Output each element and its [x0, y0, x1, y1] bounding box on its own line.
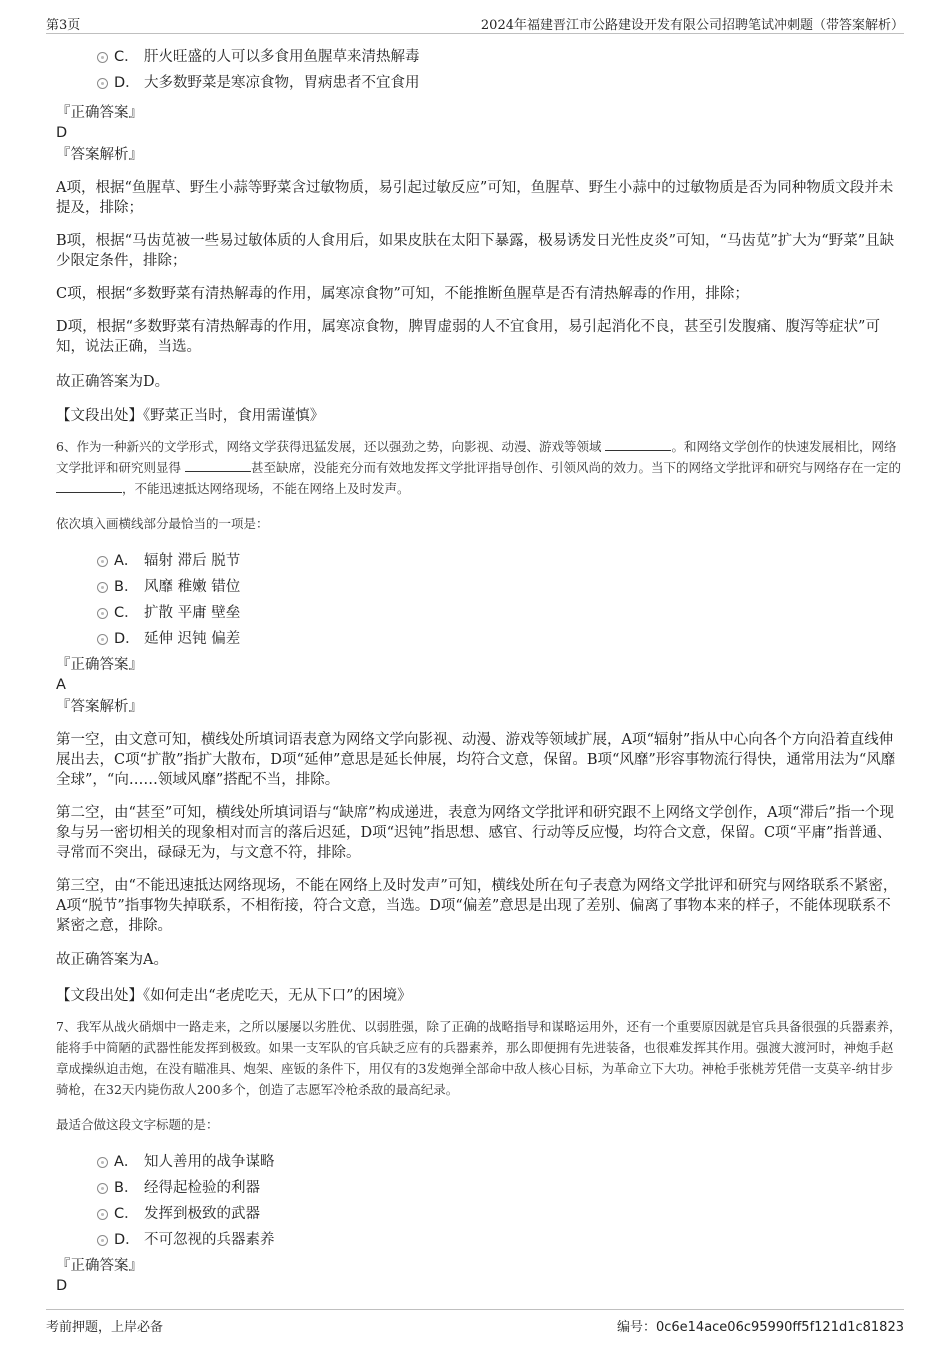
q6-stem: 6、作为一种新兴的文学形式，网络文学获得迅猛发展，还以强劲之势，向影视、动漫、游戏等领域 。和网络文学创作的快速发展相比，网络文学批评和研究则显得 甚至缺席，没能充分而有效地发挥文学批评指导创作、引领风尚的效力。当下的网络文学批评和研究与网络存在一定的 ，不能迅速抵达网络现场，不能在网络上及时发声。	[56, 439, 902, 496]
radio-icon[interactable]	[97, 608, 108, 619]
page-content	[56, 44, 904, 1295]
blank-line	[605, 437, 671, 451]
q5-analysis-b: B项，根据“马齿苋被一些易过敏体质的人食用后，如果皮肤在太阳下暴露，极易诱发日光性皮炎”可知，“马齿苋”扩大为“野菜”且缺少限定条件，排除；	[56, 233, 895, 269]
q6-analysis-3: 第三空，由“不能迅速抵达网络现场，不能在网络上及时发声”可知，横线处所在句子表意为网络文学批评和研究与网络联系不紧密，A项“脱节”指事物失掉联系，不相衔接，符合文意，当选。D项“偏差”意思是出现了差别、偏离了事物本来的样子，不能体现联系不紧密之意，排除。	[56, 878, 898, 934]
q7-stem: 7、我军从战火硝烟中一路走来，之所以屡屡以劣胜优、以弱胜强，除了正确的战略指导和谋略运用外，还有一个重要原因就是官兵具备很强的兵器素养，能将手中简陋的武器性能发挥到极致。如果一支军队的官兵缺乏应有的兵器素养，那么即便拥有先进装备，也很难发挥其作用。强渡大渡河时，神炮手赵章成操纵迫击炮，在没有瞄准具、炮架、座钣的条件下，用仅有的3发炮弹全部命中敌人核心目标，为革命立下大功。神枪手张桃芳凭借一支莫辛-纳甘步骑枪，在32天内毙伤敌人200多个，创造了志愿军冷枪杀敌的最高纪录。	[56, 1019, 902, 1097]
page-header	[46, 12, 904, 34]
q5-answer: D	[56, 125, 68, 141]
footer-slogan: 考前押题，上岸必备	[46, 1320, 164, 1335]
radio-icon[interactable]	[97, 1209, 108, 1220]
q7-option-d[interactable]: D． 不可忽视的兵器素养	[56, 1227, 904, 1253]
q7-option-b[interactable]: B． 经得起检验的利器	[56, 1175, 904, 1201]
q6-analysis-2: 第二空，由“甚至”可知，横线处所填词语与“缺席”构成递进，表意为网络文学批评和研究跟不上网络文学创作，A项“滞后”指一个现象与另一密切相关的现象相对而言的落后迟延，D项“迟钝”指思想、感官、行动等反应慢，均符合文意，保留。C项“平庸”指普通、寻常而不突出，碌碌无为，与文意不符，排除。	[56, 805, 894, 861]
q5-analysis-c: C项，根据“多数野菜有清热解毒的作用，属寒凉食物”可知，不能推断鱼腥草是否有清热解毒的作用，排除；	[56, 286, 749, 302]
blank-line	[56, 479, 122, 493]
q6-option-a[interactable]: A． 辐射 滞后 脱节	[56, 548, 904, 574]
q5-source: 【文段出处】《野菜正当时，食用需谨慎》	[56, 408, 325, 424]
q7-options	[56, 1149, 904, 1253]
q6-prompt: 依次填入画横线部分最恰当的一项是：	[56, 516, 269, 531]
q5-conclusion: 故正确答案为D。	[56, 374, 170, 390]
radio-icon[interactable]	[97, 78, 108, 89]
q7-option-a[interactable]: A． 知人善用的战争谋略	[56, 1149, 904, 1175]
q5-analysis-label: 『答案解析』	[56, 147, 143, 163]
document-title: 2024年福建晋江市公路建设开发有限公司招聘笔试冲刺题（带答案解析）	[480, 18, 904, 33]
q5-option-c[interactable]: C． 肝火旺盛的人可以多食用鱼腥草来清热解毒	[56, 44, 904, 70]
q7-prompt: 最适合做这段文字标题的是：	[56, 1117, 219, 1132]
q5-analysis-a: A项，根据“鱼腥草、野生小蒜等野菜含过敏物质，易引起过敏反应”可知，鱼腥草、野生小蒜中的过敏物质是否为同种物质文段并未提及，排除；	[56, 180, 894, 216]
page-footer	[46, 1309, 904, 1335]
q5-options	[56, 44, 904, 96]
q7-option-c[interactable]: C． 发挥到极致的武器	[56, 1201, 904, 1227]
q6-option-b[interactable]: B． 风靡 稚嫩 错位	[56, 574, 904, 600]
radio-icon[interactable]	[97, 1235, 108, 1246]
radio-icon[interactable]	[97, 1157, 108, 1168]
page-number: 第3页	[46, 18, 81, 33]
radio-icon[interactable]	[97, 52, 108, 63]
q6-answer-label: 『正确答案』	[56, 657, 143, 673]
q6-source: 【文段出处】《如何走出“老虎吃天，无从下口”的困境》	[56, 988, 412, 1004]
radio-icon[interactable]	[97, 1183, 108, 1194]
q5-answer-label: 『正确答案』	[56, 105, 143, 121]
q5-analysis-d: D项，根据“多数野菜有清热解毒的作用，属寒凉食物，脾胃虚弱的人不宜食用，易引起消化不良，甚至引发腹痛、腹泻等症状”可知，说法正确，当选。	[56, 319, 880, 355]
q6-options	[56, 548, 904, 652]
q7-answer-label: 『正确答案』	[56, 1258, 143, 1274]
radio-icon[interactable]	[97, 582, 108, 593]
q6-conclusion: 故正确答案为A。	[56, 952, 168, 968]
document-code: 编号：0c6e14ace06c95990ff5f121d1c81823	[616, 1320, 904, 1335]
radio-icon[interactable]	[97, 634, 108, 645]
q5-option-d[interactable]: D． 大多数野菜是寒凉食物，胃病患者不宜食用	[56, 70, 904, 96]
q6-analysis-label: 『答案解析』	[56, 699, 143, 715]
q6-answer: A	[56, 677, 66, 693]
q6-option-c[interactable]: C． 扩散 平庸 壁垒	[56, 600, 904, 626]
radio-icon[interactable]	[97, 556, 108, 567]
q6-option-d[interactable]: D． 延伸 迟钝 偏差	[56, 626, 904, 652]
blank-line	[185, 458, 251, 472]
q6-analysis-1: 第一空，由文意可知，横线处所填词语表意为网络文学向影视、动漫、游戏等领域扩展，A项“辐射”指从中心向各个方向沿着直线伸展出去，C项“扩散”指扩大散布，D项“延伸”意思是延长伸展，均符合文意，保留。B项“风靡”形容事物流行得快，通常用法为“风靡全球”，“向……领域风靡”搭配不当，排除。	[56, 732, 896, 788]
q7-answer: D	[56, 1278, 68, 1294]
